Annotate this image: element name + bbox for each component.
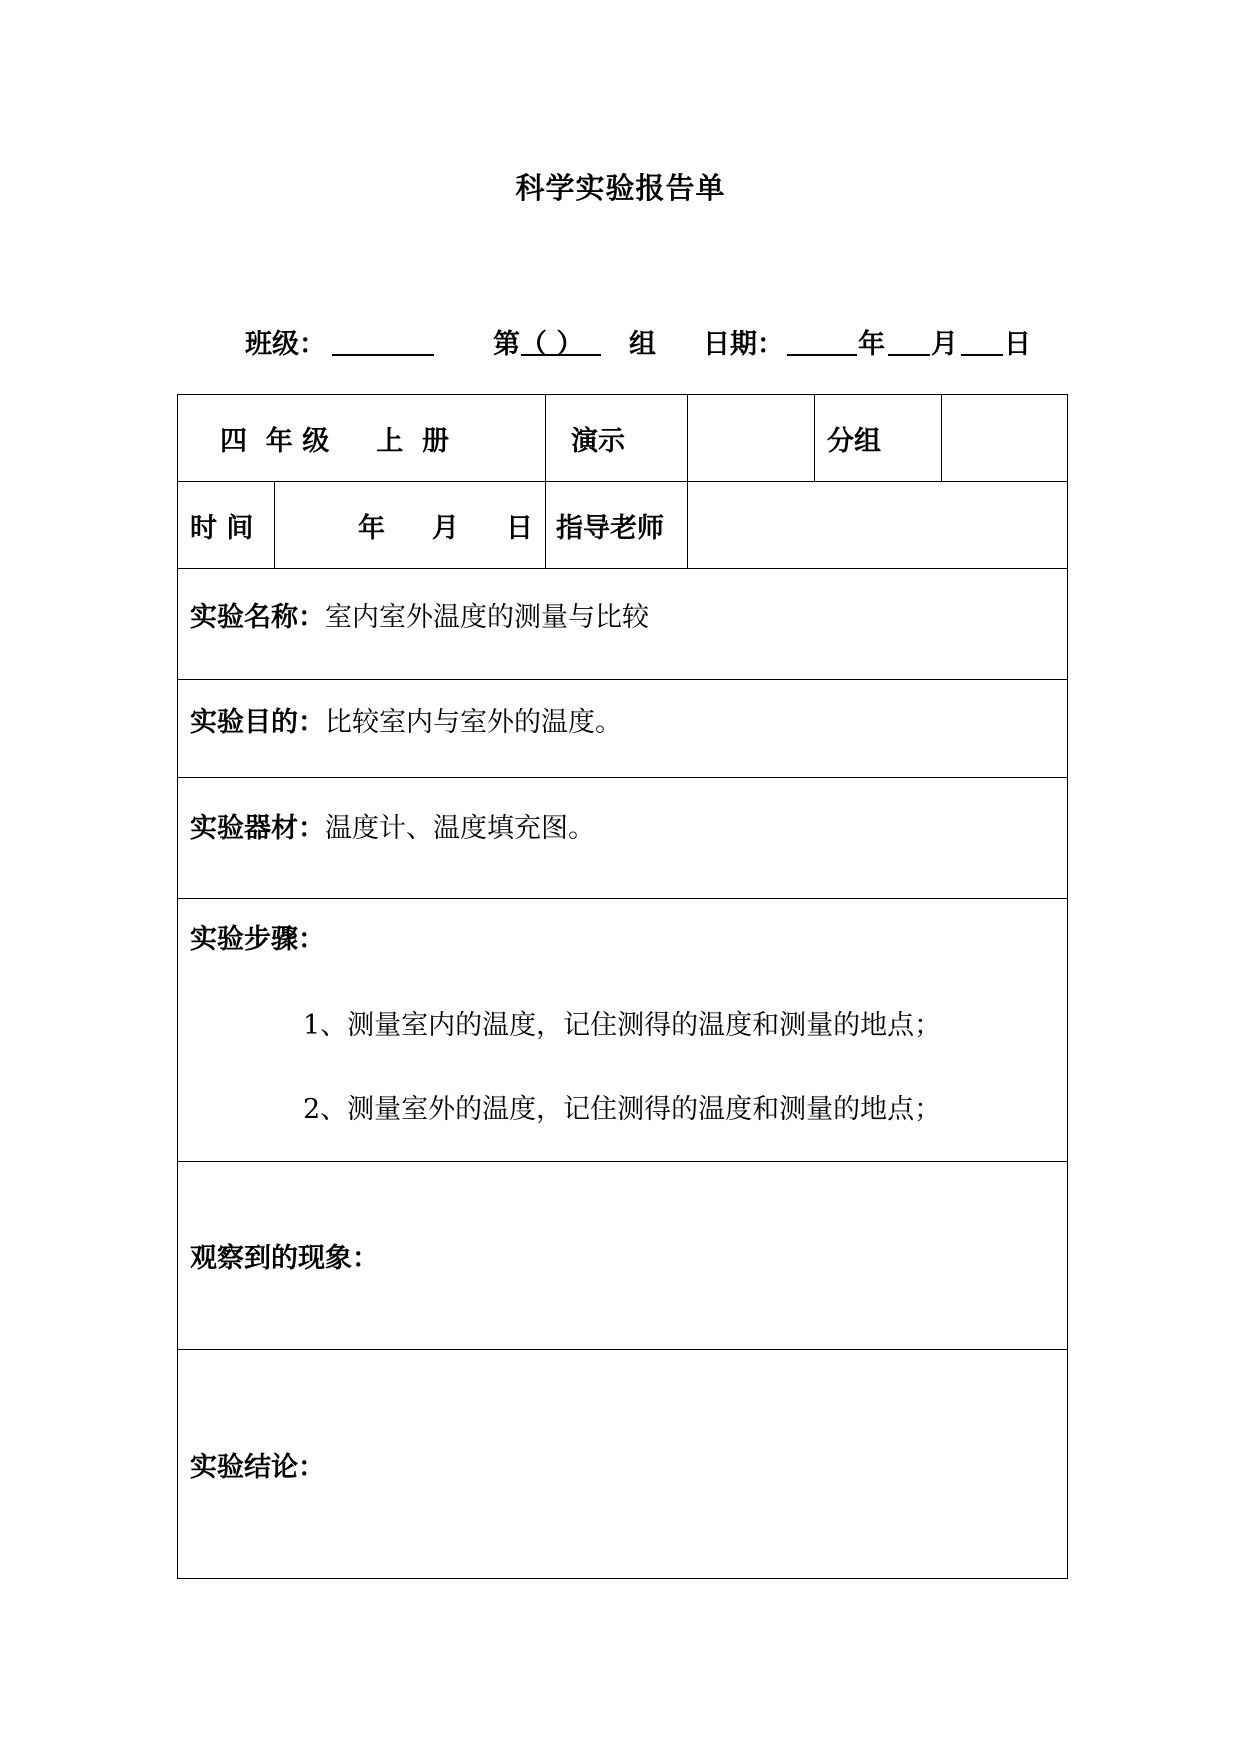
experiment-steps-label: 实验步骤： xyxy=(190,924,325,955)
group-suffix: 组 xyxy=(629,329,656,360)
experiment-materials-value: 温度计、温度填充图。 xyxy=(325,813,595,844)
experiment-purpose-value: 比较室内与室外的温度。 xyxy=(325,707,622,738)
page-title: 科学实验报告单 xyxy=(515,171,726,205)
row-time xyxy=(178,482,1068,569)
date-label: 日期： xyxy=(703,329,784,360)
group-paren[interactable]: （ ） xyxy=(520,329,584,360)
class-blank[interactable] xyxy=(332,324,434,356)
step-2: 2、测量室外的温度，记住测得的温度和测量的地点； xyxy=(303,1094,942,1125)
month-blank[interactable] xyxy=(888,324,930,356)
row-purpose xyxy=(178,680,1068,778)
row-grade xyxy=(178,395,1068,482)
time-label: 时 间 xyxy=(178,482,275,569)
row-conclusion xyxy=(178,1350,1068,1579)
experiment-materials-cell xyxy=(178,778,1068,899)
class-label: 班级： xyxy=(245,329,326,360)
step-1: 1、测量室内的温度，记住测得的温度和测量的地点； xyxy=(303,1010,942,1041)
report-table xyxy=(177,394,1068,1579)
day-label: 日 xyxy=(1004,329,1031,360)
day-blank[interactable] xyxy=(961,324,1003,356)
teacher-label: 指导老师 xyxy=(546,482,688,569)
group-underline xyxy=(521,324,601,356)
time-value[interactable]: 年 月 日 xyxy=(275,482,546,569)
row-observation xyxy=(178,1162,1068,1350)
demo-value-cell[interactable] xyxy=(688,395,815,482)
experiment-name-cell xyxy=(178,569,1068,680)
experiment-name-value: 室内室外温度的测量与比较 xyxy=(325,602,649,633)
experiment-materials-label: 实验器材： xyxy=(190,813,325,844)
experiment-purpose-cell xyxy=(178,680,1068,778)
teacher-value-cell[interactable] xyxy=(688,482,1068,569)
grade-cell: 四 年 级 上 册 xyxy=(178,395,546,482)
month-label: 月 xyxy=(931,329,958,360)
row-name xyxy=(178,569,1068,680)
observation-label[interactable]: 观察到的现象： xyxy=(178,1162,1068,1350)
year-label: 年 xyxy=(858,329,885,360)
row-materials xyxy=(178,778,1068,899)
conclusion-label[interactable]: 实验结论： xyxy=(178,1350,1068,1579)
row-steps xyxy=(178,899,1068,1162)
demo-label: 演示 xyxy=(546,395,688,482)
group-type-label: 分组 xyxy=(815,395,942,482)
experiment-steps-cell xyxy=(178,899,1068,1162)
group-type-value-cell[interactable] xyxy=(942,395,1068,482)
group-prefix: 第 xyxy=(493,329,520,360)
experiment-name-label: 实验名称： xyxy=(190,602,325,633)
experiment-purpose-label: 实验目的： xyxy=(190,707,325,738)
year-blank[interactable] xyxy=(787,324,857,356)
